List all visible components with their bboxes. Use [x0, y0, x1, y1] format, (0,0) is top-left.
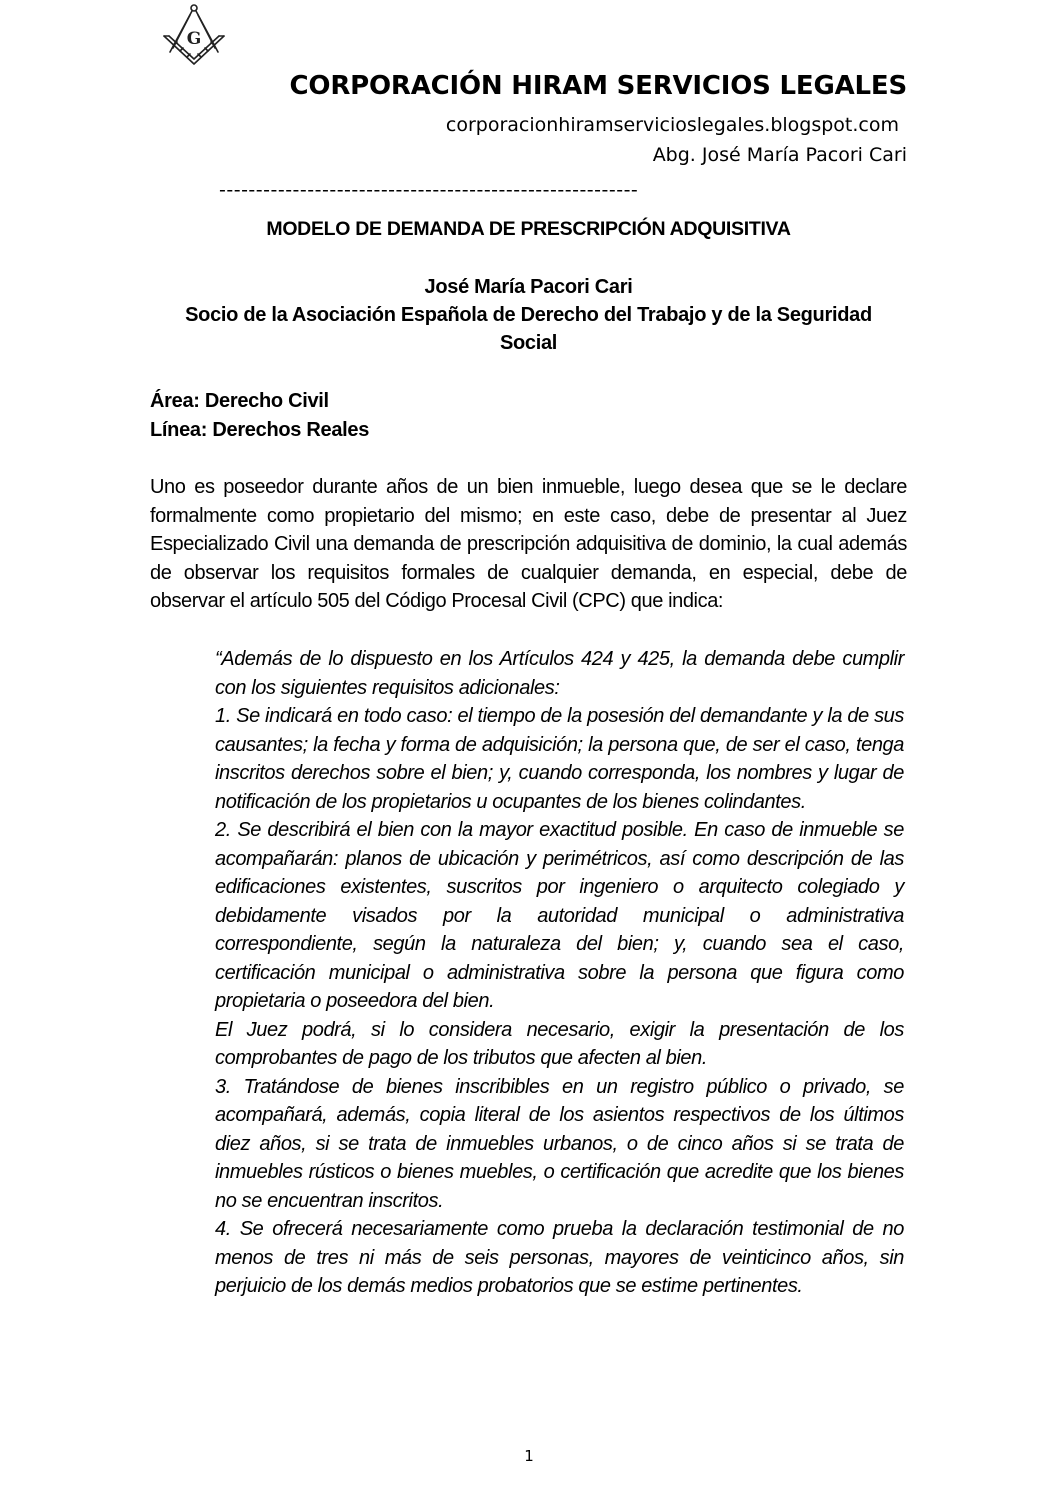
header-separator: --------------------------------------------------------- — [219, 179, 639, 201]
intro-paragraph: Uno es poseedor durante años de un bien inmueble, luego desea que se le declare formalmente como propietario del mismo; en este caso, debe de presentar al Juez Especializado Civil una demanda de prescripción adquisitiva de dominio, la cual además de observar los requisitos formales de cualquier demanda, en especial, debe de observar el artículo 505 del Código Procesal Civil (CPC) que indica: — [150, 476, 907, 612]
logo-letter: G — [186, 29, 202, 49]
author-block — [150, 273, 907, 357]
firm-author: Abg. José María Pacori Cari — [652, 144, 907, 166]
area-label: Área: Derecho Civil — [150, 390, 329, 412]
article-quote — [215, 645, 904, 1301]
square-and-compass-icon — [160, 2, 228, 66]
quote-paragraph: 1. Se indicará en todo caso: el tiempo de la posesión del demandante y la de sus causantes; la fecha y forma de adquisición; la persona que, de ser el caso, tenga inscritos derechos sobre el bien; y, cuando corresponda, los nombres y lugar de notificación de los propietarios u ocupantes de los bienes colindantes. — [215, 705, 904, 813]
document-meta — [150, 387, 907, 445]
firm-url: corporacionhiramservicioslegales.blogspot.com — [445, 114, 899, 136]
page-number: 1 — [524, 1447, 534, 1465]
quote-paragraph: El Juez podrá, si lo considera necesario, exigir la presentación de los comprobantes de pago de los tributos que afecten al bien. — [215, 1018, 904, 1069]
author-name: José María Pacori Cari — [424, 276, 633, 298]
line-label: Línea: Derechos Reales — [150, 419, 370, 441]
quote-paragraph: 3. Tratándose de bienes inscribibles en un registro público o privado, se acompañará, además, copia literal de los asientos respectivos de los últimos diez años, si se trata de inmuebles urbanos, o de cinco años si se trata de inmuebles rústicos o bienes muebles, o certificación que acredite que los bienes no se encuentran inscritos. — [215, 1075, 904, 1212]
author-affiliation-line-1: Socio de la Asociación Española de Derecho del Trabajo y de la Seguridad — [185, 304, 872, 326]
firm-name: CORPORACIÓN HIRAM SERVICIOS LEGALES — [289, 71, 907, 101]
quote-paragraph: “Además de lo dispuesto en los Artículos 424 y 425, la demanda debe cumplir con los siguientes requisitos adicionales: — [215, 648, 904, 699]
document-title: MODELO DE DEMANDA DE PRESCRIPCIÓN ADQUISITIVA — [266, 218, 791, 240]
quote-paragraph: 4. Se ofrecerá necesariamente como prueba la declaración testimonial de no menos de tres ni más de seis personas, mayores de veinticinco años, sin perjuicio de los demás medios probatorios que se estime pertinentes. — [215, 1218, 904, 1297]
quote-paragraph: 2. Se describirá el bien con la mayor exactitud posible. En caso de inmueble se acompañarán: planos de ubicación y perimétricos, así como descripción de las edificaciones existentes, suscritos por ingeniero o arquitecto colegiado y debidamente visados por la autoridad municipal o administrativa correspondiente, según la naturaleza del bien; y, cuando sea el caso, certificación municipal o administrativa sobre la persona que figura como propietaria o poseedora del bien. — [215, 819, 904, 1012]
author-affiliation-line-2: Social — [499, 332, 558, 354]
